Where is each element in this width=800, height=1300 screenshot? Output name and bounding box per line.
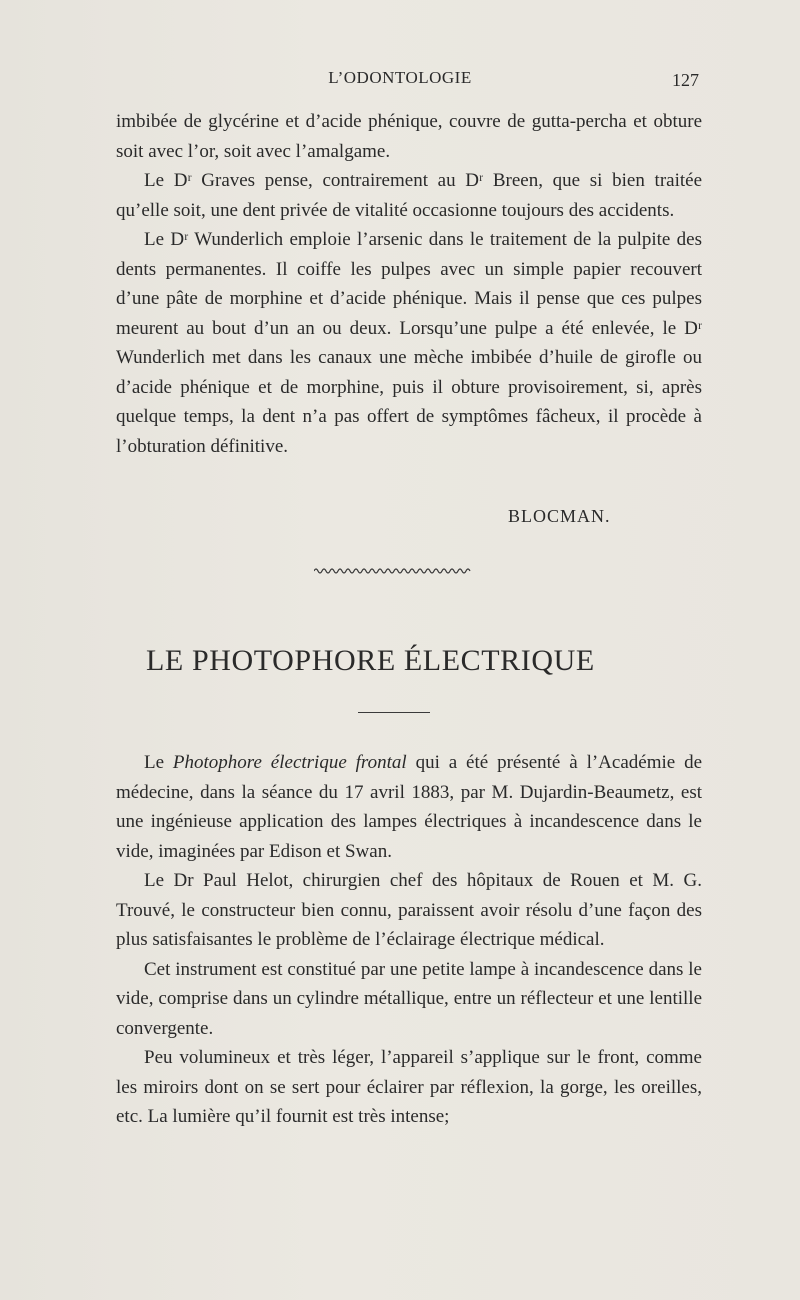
wavy-separator-ornament	[314, 566, 472, 576]
paragraph: Le Dʳ Graves pense, contrairement au Dʳ Breen, que si bien traitée qu’elle soit, une dent privée de vitalité occasionne toujours des accidents.	[116, 170, 702, 221]
running-head	[0, 68, 800, 96]
article-body	[116, 748, 702, 1132]
paragraph: Peu volumineux et très léger, l’appareil s’applique sur le front, comme les miroirs dont on se sert pour éclairer par réflexion, la gorge, les oreilles, etc. La lumière qu’il fournit est très intense;	[116, 1047, 702, 1127]
paragraph: Cet instrument est constitué par une petite lampe à incandescence dans le vide, comprise dans un cylindre métallique, entre un réflecteur et une lentille convergente.	[116, 958, 702, 1039]
title-rule	[358, 712, 430, 713]
author-signature: BLOCMAN.	[508, 506, 611, 526]
italic-phrase: Photophore électrique frontal	[172, 752, 407, 773]
paragraph: imbibée de glycérine et d’acide phénique, couvre de gutta-percha et obture soit avec l’or, soit avec l’amalgame.	[116, 111, 702, 162]
section-continuation	[116, 107, 702, 461]
page-number: 127	[672, 70, 699, 90]
paragraph: Le Dr Paul Helot, chirurgien chef des hôpitaux de Rouen et M. G. Trouvé, le constructeur bien connu, paraissent avoir résolu d’une façon des plus satisfaisantes le problème de l’éclairage électrique médical.	[116, 870, 702, 950]
paragraph-rest: qui a été présenté à l’Académie de médecine, dans la séance du 17 avril 1883, par M. Dujardin-Beaumetz, est une ingénieuse application des lampes électriques à incandescence dans le vide, imaginées par Edison et Swan.	[116, 752, 702, 862]
paragraph-start: Le	[144, 752, 173, 773]
paragraph: Le Dʳ Wunderlich emploie l’arsenic dans le traitement de la pulpite des dents permanentes. Il coiffe les pulpes avec un simple papier recouvert d’une pâte de morphine et d’acide phénique. Mais il pense que ces pulpes meurent au bout d’un an ou deux. Lorsqu’une pulpe a été enlevée, le Dʳ Wunderlich met dans les canaux une mèche imbibée d’huile de girofle ou d’acide phénique et de morphine, puis il obture provisoirement, si, après quelque temps, la dent n’a pas offert de symptômes fâcheux, il procède à l’obturation définitive.	[116, 229, 702, 457]
article-title: LE PHOTOPHORE ÉLECTRIQUE	[146, 644, 595, 677]
journal-title: L’ODONTOLOGIE	[328, 68, 472, 87]
paragraph	[116, 748, 702, 866]
